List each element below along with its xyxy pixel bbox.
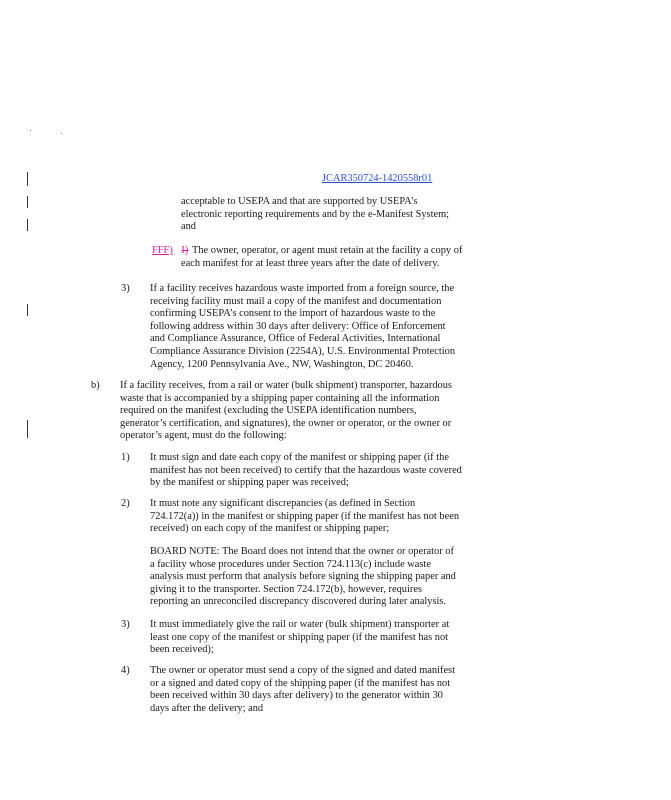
text-line: waste that is accompanied by a shipping paper containing all the information <box>120 392 440 404</box>
board-note <box>150 546 456 609</box>
text-line: Compliance Assurance Division (2254A), U.S. Environmental Protection <box>150 345 456 357</box>
text-line: been received within 30 days after delivery) to the generator within 30 <box>150 690 443 702</box>
clause-f-text-cont <box>181 258 439 271</box>
text-line: receiving facility must mail a copy of the manifest and documentation <box>150 295 442 307</box>
text-line: giving it to the transporter. Section 724.172(b), however, requires <box>150 583 422 595</box>
text-line: The owner, operator, or agent must retain at the facility a copy of <box>192 245 463 256</box>
text-line: Agency, 1200 Pennsylvania Ave., NW, Washington, DC 20460. <box>150 358 414 370</box>
text-line: BOARD NOTE: The Board does not intend that the owner or operator of <box>150 546 454 557</box>
text-line: 724.172(a)) in the manifest or shipping paper (if the manifest has not been <box>150 510 460 522</box>
item-3-number: 3) <box>121 283 130 294</box>
text-line: generator’s certification, and signatures), the owner or operator, or the owner or <box>120 417 452 429</box>
text-line: or a signed and dated copy of the shipping paper (if the manifest has not <box>150 677 451 689</box>
text-line: If a facility receives, from a rail or water (bulk shipment) transporter, hazardous <box>120 380 452 391</box>
text-line: The owner or operator must send a copy of the signed and dated manifest <box>150 665 455 676</box>
clause-e-continuation <box>181 196 449 234</box>
scan-speck <box>61 133 62 134</box>
text-line: reporting an unreconciled discrepancy discovered during later analysis. <box>150 596 447 608</box>
text-line: received) on each copy of the manifest or shipping paper; <box>150 523 390 535</box>
item-b2-text <box>150 498 459 536</box>
text-line: manifest has not been received) to certify that the hazardous waste covered <box>150 464 462 476</box>
text-line: following address within 30 days after delivery: Office of Enforcement <box>150 320 446 332</box>
change-bar <box>27 196 28 208</box>
text-line: operator’s agent, must do the following: <box>120 430 287 442</box>
change-bar <box>27 219 28 231</box>
text-line: each manifest for at least three years after the date of delivery. <box>181 257 440 269</box>
section-b-text <box>120 380 452 443</box>
text-line: electronic reporting requirements and by the e-Manifest System; <box>181 208 450 220</box>
change-bar <box>27 304 28 316</box>
text-line: analysis must perform that analysis before signing the shipping paper and <box>150 571 456 583</box>
text-line: It must immediately give the rail or water (bulk shipment) transporter at <box>150 619 450 630</box>
item-b4-text <box>150 665 455 715</box>
text-line: It must note any significant discrepancies (as defined in Section <box>150 498 416 509</box>
clause-f-marker <box>152 245 188 258</box>
text-line: If a facility receives hazardous waste imported from a foreign source, the <box>150 283 455 294</box>
text-line: a facility whose procedures under Section 724.113(c) include waste <box>150 558 431 570</box>
scan-speck <box>30 130 31 131</box>
item-3-text <box>150 283 455 371</box>
item-b2-number: 2) <box>121 498 130 509</box>
text-line: confirming USEPA’s consent to the import of hazardous waste to the <box>150 308 436 320</box>
text-line: acceptable to USEPA and that are supported by USEPA’s <box>181 196 418 207</box>
text-line: and <box>181 221 197 233</box>
text-line: It must sign and date each copy of the manifest or shipping paper (if the <box>150 452 449 463</box>
section-b-label: b) <box>91 380 100 391</box>
text-line: by the manifest or shipping paper was received; <box>150 477 349 489</box>
deleted-marker: I) <box>181 245 189 256</box>
text-line: been received); <box>150 644 214 656</box>
text-line: and Compliance Assurance, Office of Federal Activities, International <box>150 333 441 345</box>
clause-f-text <box>192 245 462 258</box>
item-b1-text <box>150 452 462 490</box>
change-bar <box>27 420 28 438</box>
text-line: days after the delivery; and <box>150 702 264 714</box>
inserted-marker: FFF) <box>152 245 173 256</box>
document-id[interactable]: JCAR350724-1420558r01 <box>322 173 433 184</box>
item-b3-number: 3) <box>121 619 130 630</box>
change-bar <box>27 172 28 186</box>
text-line: required on the manifest (excluding the USEPA identification numbers, <box>120 405 417 417</box>
item-b1-number: 1) <box>121 452 130 463</box>
item-b3-text <box>150 619 449 657</box>
text-line: least one copy of the manifest or shipping paper (if the manifest has not <box>150 631 449 643</box>
item-b4-number: 4) <box>121 665 130 676</box>
